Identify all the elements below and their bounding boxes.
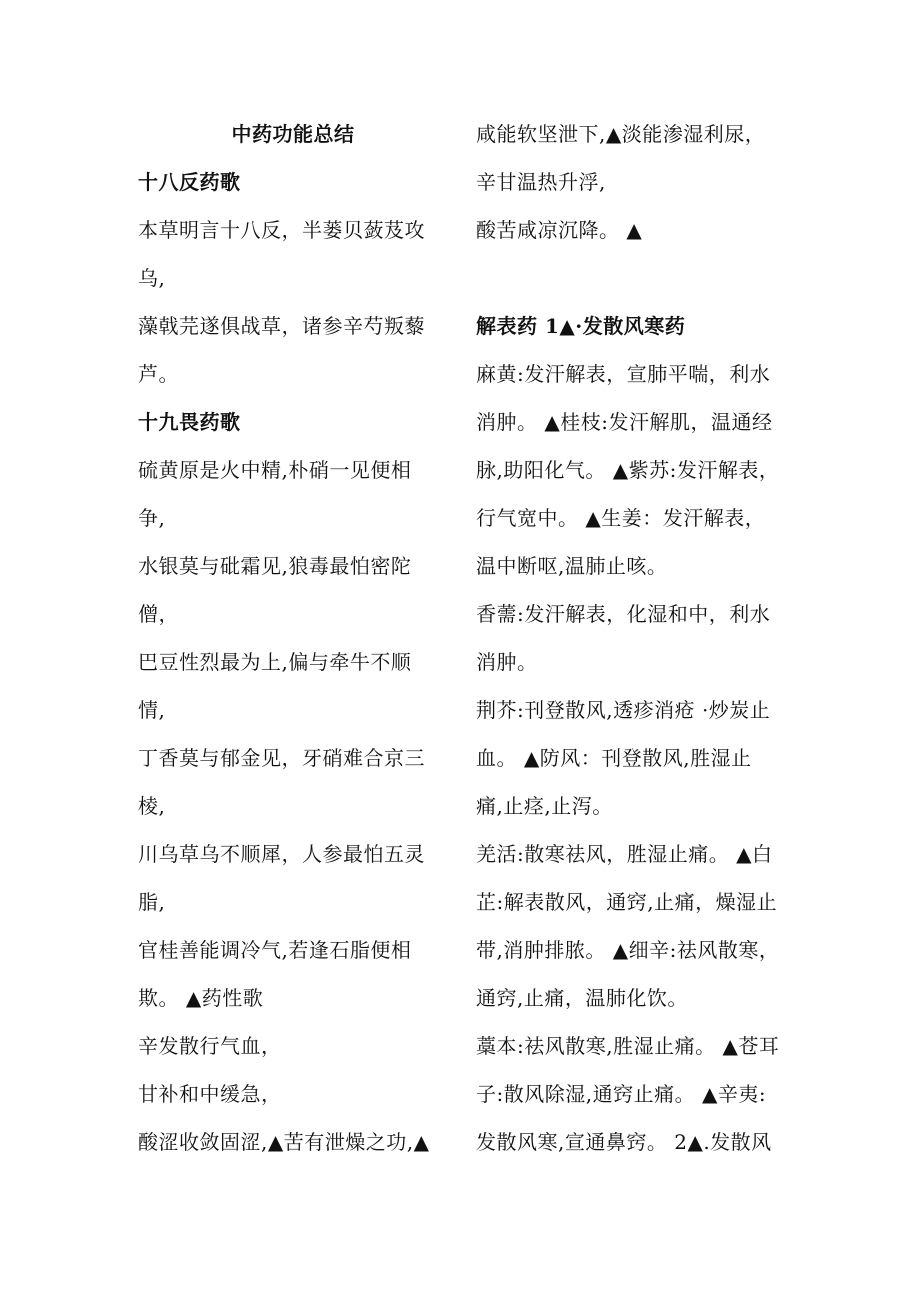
left-text-line: 棱, [138,794,166,818]
left-text-line: 甘补和中缓急， [138,1082,282,1106]
left-text-line: 情, [138,698,166,722]
right-column [476,110,790,1166]
left-text-line: 丁香莫与郁金见，牙硝难合京三 [138,746,425,770]
right-text-line: 温中断呕,温肺止咳。 [476,554,668,578]
right-text-line: 辛甘温热升浮, [476,170,606,194]
right-text-line: 血。 ▲防风：刊登散风,胜湿止 [476,746,752,770]
right-text-line: 通窍,止痛，温肺化饮。 [476,986,688,1010]
left-text-line: 本草明言十八反，半蒌贝蔹芨攻 [138,218,425,242]
right-text-line: 带,消肿排脓。 ▲细辛:祛风散寒， [476,938,780,962]
left-text-line: 乌, [138,266,166,290]
right-text-line: 麻黄:发汗解表，宣肺平喘，利水 [476,362,771,386]
left-text-line: 争, [138,506,166,530]
left-heading: 中药功能总结 [231,122,355,146]
right-text-line: 消肿。 ▲桂枝:发汗解肌，温通经 [476,410,773,434]
right-text-line: 脉,助阳化气。 ▲紫苏:发汗解表， [476,458,780,482]
right-heading: 解表药 1▲·发散风寒药 [476,314,686,338]
left-column [138,110,448,1166]
right-text-line: 发散风寒,宣通鼻窍。 2▲.发散风 [476,1130,772,1154]
right-text-line: 羌活:散寒祛风，胜湿止痛。 ▲白 [476,842,773,866]
left-heading: 十九畏药歌 [138,410,241,434]
left-text-line: 脂, [138,890,166,914]
left-text-line: 酸涩收敛固涩,▲苦有泄燥之功,▲ [138,1130,430,1154]
right-text-line: 藁本:祛风散寒,胜湿止痛。 ▲苍耳 [476,1034,780,1058]
left-heading: 十八反药歌 [138,170,241,194]
left-text-line: 硫黄原是火中精,朴硝一见便相 [138,458,412,482]
right-text-line: 行气宽中。 ▲生姜：发汗解表， [476,506,766,530]
left-text-line: 水银莫与砒霜见,狼毒最怕密陀 [138,554,412,578]
left-text-line: 藻戟芫遂俱战草，诸参辛芍叛藜 [138,314,425,338]
left-text-line: 巴豆性烈最为上,偏与牵牛不顺 [138,650,412,674]
right-text-line: 香薷:发汗解表，化湿和中，利水 [476,602,771,626]
right-text-line: 子:散风除湿,通窍止痛。 ▲辛夷: [476,1082,767,1106]
right-text-line: 酸苦咸凉沉降。 ▲ [476,218,643,242]
left-text-line: 欺。 ▲药性歌 [138,986,264,1010]
right-text-line [476,254,790,302]
left-text-line: 芦。 [138,362,179,386]
right-text-line: 芷:解表散风，通窍,止痛，燥湿止 [476,890,778,914]
right-text-line: 痛,止痉,止泻。 [476,794,613,818]
right-text-line: 咸能软坚泄下,▲淡能渗湿利尿， [476,122,766,146]
right-text-line: 消肿。 [476,650,538,674]
left-text-line: 川乌草乌不顺犀，人参最怕五灵 [138,842,425,866]
right-text-line: 荆芥:刊登散风,透疹消疮 ·炒炭止 [476,698,771,722]
left-text-line: 辛发散行气血， [138,1034,282,1058]
left-text-line: 官桂善能调冷气,若逢石脂便相 [138,938,412,962]
left-text-line: 僧， [138,602,179,626]
